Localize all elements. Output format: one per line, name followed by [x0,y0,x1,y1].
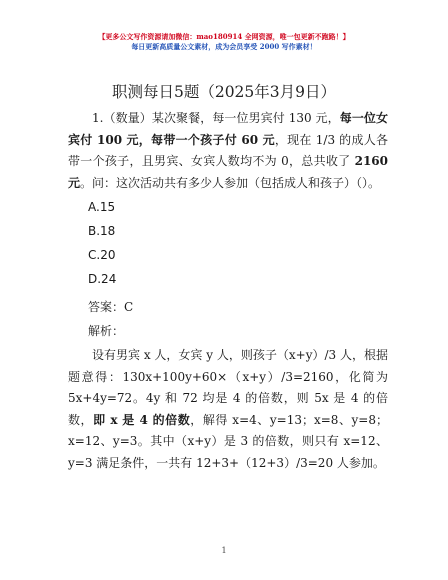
analysis-label: 解析： [88,324,125,338]
option-d: D.24 [88,272,117,286]
question-part-3: 。问：这次活动共有多少人参加（包括成人和孩子）（）。 [80,175,381,190]
explanation-part-2: ，解得 x=4、y=13；x=8、y=8；x=12、y=3。其中（x+y）是 3 的倍数，则只有 x=12、y=3 满足条件，一共有 12+3+（12+3）/3=20 人参加。 [68,412,388,470]
page-title: 职测每日5题（2025年3月9日） [111,83,337,101]
option-c: C.20 [88,248,116,262]
question-bold-2: 2160 元 [68,154,388,190]
question-text [68,108,388,194]
explanation-bold: 即 x 是 4 的倍数 [93,412,191,427]
option-a: A.15 [88,200,116,214]
explanation-text [68,345,388,475]
answer-label: 答案：C [88,300,134,314]
option-b: B.18 [88,224,116,238]
question-part-1: 1.（数量）某次聚餐，每一位男宾付 130 元， [92,111,340,125]
question-part-2: ，现在 1/3 的成人各带一个孩子，且男宾、女宾人数均不为 0，总共收了 [68,132,388,169]
explanation-part-1: 设有男宾 x 人，女宾 y 人，则孩子（x+y）/3 人，根据题意得：130x+100y+60×（x+y）/3=2160，化简为 5x+4y=72。4y 和 72 均是 4 的倍数，则 5x 是 4 的倍数， [68,348,388,427]
page-number: 1 [221,546,227,555]
question-bold-1: 每一位女宾付 100 元，每带一个孩子付 60 元 [68,111,388,147]
promo-banner-line-2: 每日更新高质量公文素材，成为会员享受 2000 写作素材！ [131,42,317,51]
promo-banner-line-1: 【更多公文写作资源请加微信：mao180914 全网资源，唯一包更新不跑路！】 [98,32,350,41]
